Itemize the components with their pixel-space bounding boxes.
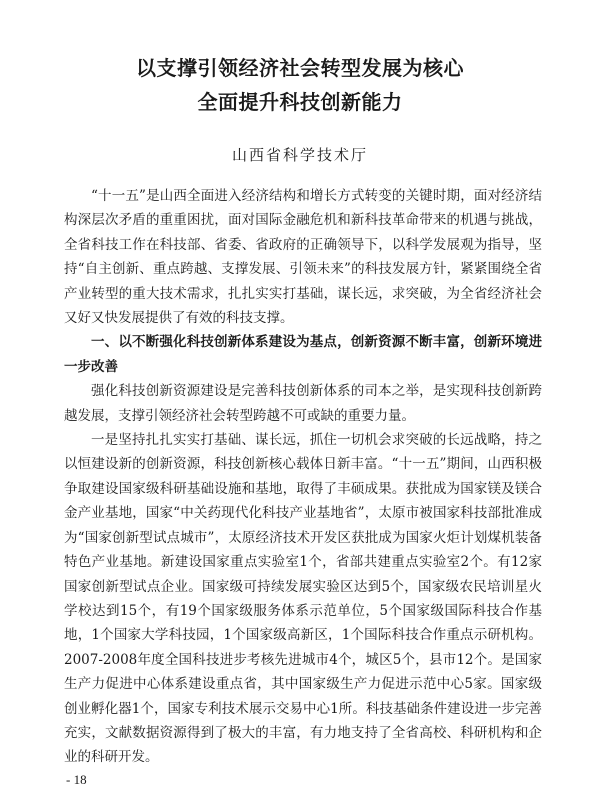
- page-number: - 18: [66, 772, 87, 787]
- paragraph-intro: “十一五”是山西全面进入经济结构和增长方式转变的关键时期，面对经济结构深层次矛盾的重重困扰，面对国际金融危机和新科技革命带来的机遇与挑战，全省科技工作在科技部、省委、省政府的正确领导下，以科学发展观为指导，坚持“自主创新、重点跨越、支撑发展、引领未来”的科技发展方针，紧紧围绕全省产业转型的重大技术需求，扎扎实实打基础，谋长远，求突破，为全省经济社会又好又快发展提供了有效的科技支撑。: [64, 188, 542, 327]
- section-heading: 一、以不断强化科技创新体系建设为基点，创新资源不断丰富，创新环境进一步改善: [64, 334, 542, 375]
- article-body: [64, 184, 542, 770]
- author-organization: 山西省科学技术厅: [231, 146, 368, 164]
- paragraph-section-intro: 强化科技创新资源建设是完善科技创新体系的司本之举，是实现科技创新跨越发展，支撑引领经济社会转型跨越不可或缺的重要力量。: [64, 383, 542, 424]
- title-line-1: 以支撑引领经济社会转型发展为核心: [136, 56, 464, 80]
- paragraph-detail: 一是坚持扎扎实实打基础、谋长远，抓住一切机会求突破的长远战略，持之以恒建设新的创新资源，科技创新核心载体日新丰富。“十一五”期间，山西积极争取建设国家级科研基础设施和基地，取得了丰硕成果。获批成为国家镁及镁合金产业基地，国家“中关药现代化科技产业基地省”，太原市被国家科技部批准成为“国家创新型试点城市”，太原经济技术开发区获批成为国家火炬计划煤机装备特色产业基地。新建设国家重点实验室1个，省部共建重点实验室2个。有12家国家创新型试点企业。国家级可持续发展实验区达到5个，国家级农民培训星火学校达到15个，有19个国家级服务体系示范单位，5个国家级国际科技合作基地，1个国家大学科技园，1个国家级高新区，1个国际科技合作重点示研机构。2007-2008年度全国科技进步考核先进城市4个，城区5个，县市12个。是国家生产力促进中心体系建设重点省，其中国家级生产力促进示范中心5家。国家级创业孵化器1个，国家专利技术展示交易中心1所。科技基础条件建设进一步完善充实，文献数据资源得到了极大的丰富，有力地支持了全省高校、科研机构和企业的科研开发。: [64, 432, 542, 766]
- title-line-2: 全面提升科技创新能力: [197, 90, 403, 114]
